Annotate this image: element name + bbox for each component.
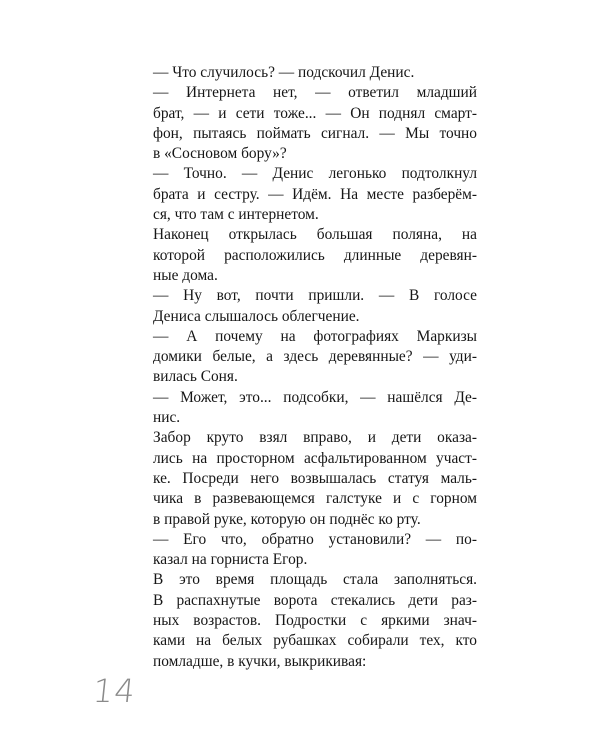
text-line: ками на белых рубашках собирали тех, кто bbox=[153, 632, 477, 650]
text-line: — Что случилось? — подскочил Денис. bbox=[153, 64, 415, 81]
text-line: нис. bbox=[153, 409, 181, 427]
text-line: брат, — и сети тоже... — Он поднял смарт- bbox=[153, 104, 477, 122]
text-line: ке. Посреди него возвышалась статуя маль- bbox=[153, 469, 477, 487]
text-line: В это время площадь стала заполняться. bbox=[153, 571, 477, 589]
text-line: вилась Соня. bbox=[153, 368, 238, 386]
text-line: лись на просторном асфальтированном участ- bbox=[153, 449, 477, 467]
paragraph bbox=[142, 83, 477, 164]
text-line: — А почему на фотографиях Маркизы bbox=[153, 327, 477, 345]
text-line: ных возрастов. Подростки с яркими знач- bbox=[153, 612, 477, 630]
page-number: 14 bbox=[91, 672, 138, 710]
text-line: ные дома. bbox=[153, 266, 218, 284]
text-line: — Ну вот, почти пришли. — В голосе bbox=[153, 287, 477, 305]
text-line: — Интернета нет, — ответил младший bbox=[153, 84, 477, 102]
paragraph bbox=[142, 428, 477, 529]
text-line: домики белые, а здесь деревянные? — уди- bbox=[153, 348, 477, 366]
text-line: казал на горниста Егор. bbox=[153, 551, 308, 569]
text-line: брата и сестру. — Идём. На месте разберём- bbox=[153, 185, 477, 203]
text-line: в «Сосновом бору»? bbox=[153, 145, 287, 163]
paragraph bbox=[142, 530, 477, 571]
text-line: — Точно. — Денис легонько подтолкнул bbox=[153, 165, 477, 183]
text-line: в правой руке, которую он поднёс ко рту. bbox=[153, 510, 421, 528]
text-line: — Может, это... подсобки, — нашёлся Де- bbox=[153, 388, 477, 406]
text-line: — Его что, обратно установили? — по- bbox=[153, 530, 477, 548]
paragraph bbox=[142, 63, 477, 83]
text-line: ся, что там с интернетом. bbox=[153, 206, 319, 224]
text-line: В распахнутые ворота стекались дети раз- bbox=[153, 591, 477, 609]
text-line: Наконец открылась большая поляна, на bbox=[153, 226, 477, 244]
text-line: фон, пытаясь поймать сигнал. — Мы точно bbox=[153, 124, 477, 142]
paragraph bbox=[142, 225, 477, 286]
paragraph bbox=[142, 286, 477, 327]
page-body-text bbox=[142, 63, 477, 672]
paragraph bbox=[142, 570, 477, 671]
paragraph bbox=[142, 164, 477, 225]
paragraph bbox=[142, 388, 477, 429]
text-line: Забор круто взял вправо, и дети оказа- bbox=[153, 429, 477, 447]
text-line: Дениса слышалось облегчение. bbox=[153, 307, 360, 325]
text-line: чика в развевающемся галстуке и с горном bbox=[153, 490, 477, 508]
text-line: помладше, в кучки, выкрикивая: bbox=[153, 652, 367, 670]
paragraph bbox=[142, 327, 477, 388]
text-line: которой расположились длинные деревян- bbox=[153, 246, 477, 264]
